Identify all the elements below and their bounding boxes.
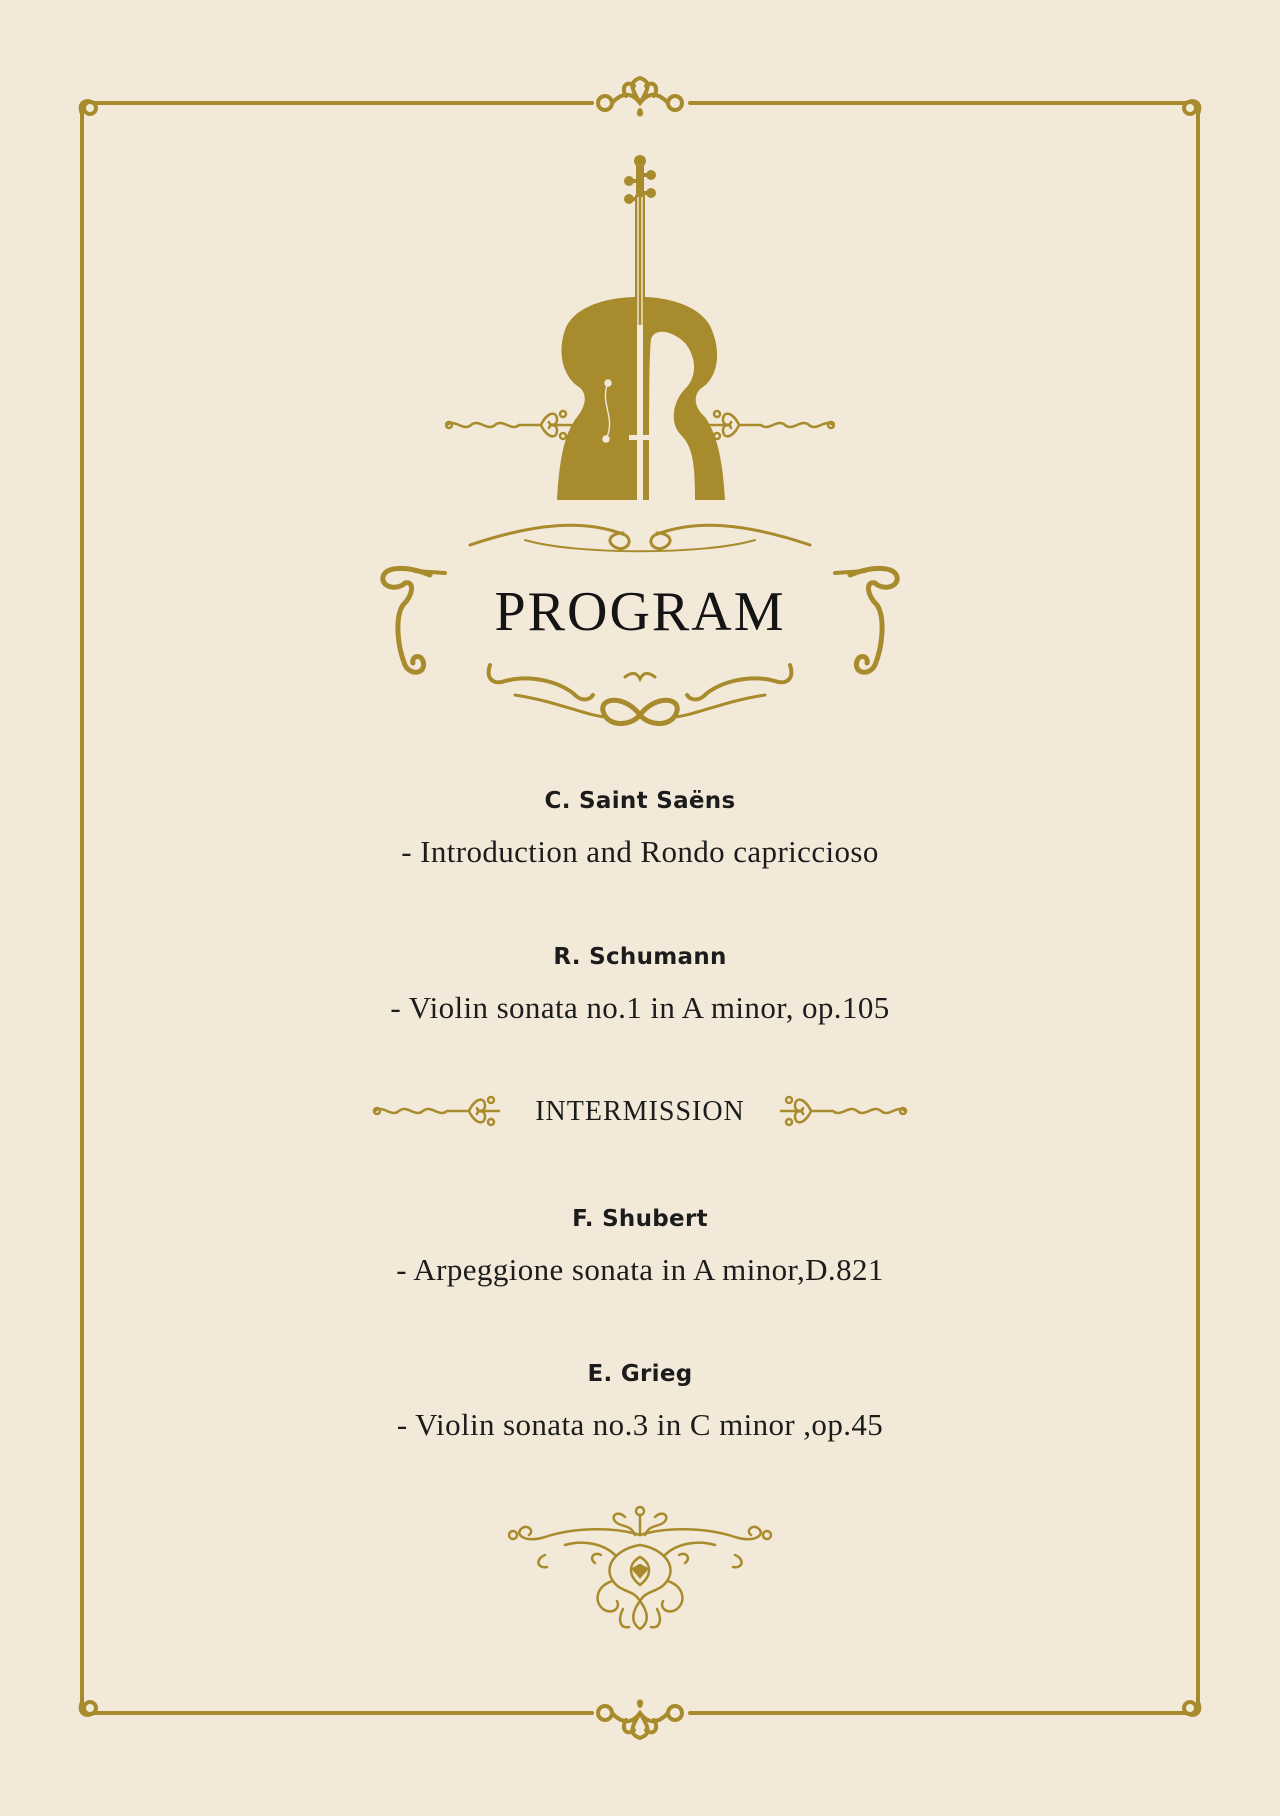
flourish-icon [445, 400, 575, 450]
composer-name: R. Schumann [553, 944, 727, 970]
floral-ornament-icon [505, 1505, 775, 1640]
composer-name: E. Grieg [587, 1361, 693, 1387]
page-title: PROGRAM [494, 581, 786, 643]
violin-icon [545, 155, 735, 510]
piece-title: - Arpeggione sonata in A minor,D.821 [396, 1252, 884, 1287]
piece-title: - Violin sonata no.1 in A minor, op.105 [390, 990, 890, 1025]
intermission-label: INTERMISSION [535, 1096, 745, 1127]
flourish-icon [705, 400, 835, 450]
piece-title: - Violin sonata no.3 in C minor ,op.45 [396, 1407, 884, 1442]
piece-title: - Introduction and Rondo capriccioso [401, 834, 879, 869]
flourish-icon [772, 1086, 912, 1136]
composer-name: C. Saint Saëns [544, 788, 736, 814]
composer-name: F. Shubert [572, 1206, 708, 1232]
